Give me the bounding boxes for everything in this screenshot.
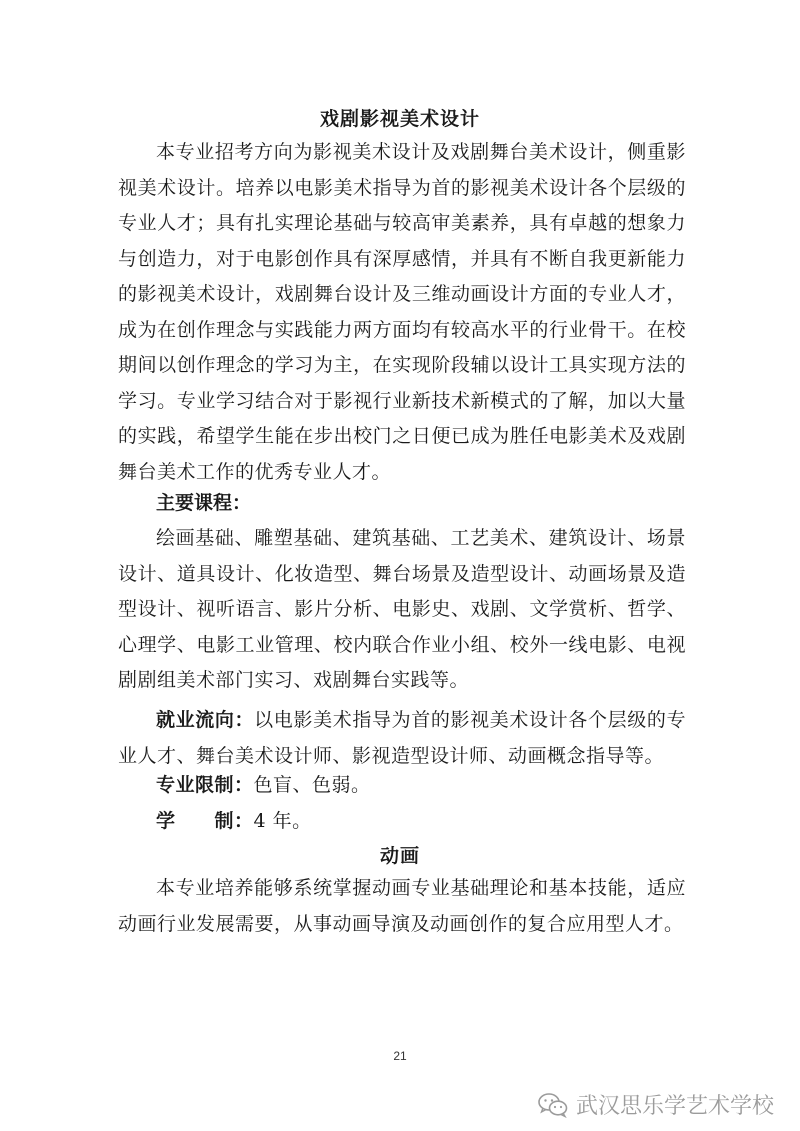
duration-line <box>118 804 686 840</box>
animation-intro-paragraph: 本专业培养能够系统掌握动画专业基础理论和基本技能，适应动画行业发展需要，从事动画导演及动画创作的复合应用型人才。 <box>118 877 686 935</box>
section-title-stage-film-art-design: 戏剧影视美术设计 <box>319 108 480 130</box>
duration-text: 4 年。 <box>253 810 312 832</box>
courses-heading: 主要课程： <box>156 492 252 514</box>
restriction-label: 专业限制： <box>156 774 254 796</box>
employment-text: 以电影美术指导为首的影视美术设计各个层级的专业人才、舞台美术设计师、影视造型设计师、动画概念指导等。 <box>118 709 686 767</box>
restriction-line <box>118 768 686 804</box>
section-title-animation: 动画 <box>379 845 420 867</box>
page-number: 21 <box>393 1049 407 1063</box>
wechat-watermark <box>538 1089 774 1120</box>
restriction-text: 色盲、色弱。 <box>253 774 371 796</box>
wechat-icon <box>538 1092 568 1118</box>
employment-line <box>118 703 686 774</box>
watermark-text: 武汉思乐学艺术学校 <box>575 1094 774 1119</box>
employment-label: 就业流向： <box>156 709 255 731</box>
courses-list-paragraph: 绘画基础、雕塑基础、建筑基础、工艺美术、建筑设计、场景设计、道具设计、化妆造型、舞台场景及造型设计、动画场景及造型设计、视听语言、影片分析、电影史、戏剧、文学赏析、哲学、心理学、电影工业管理、校内联合作业小组、校外一线电影、电视剧剧组美术部门实习、戏剧舞台实践等。 <box>118 527 686 691</box>
duration-label: 学 制： <box>156 810 254 832</box>
section-intro-paragraph: 本专业招考方向为影视美术设计及戏剧舞台美术设计，侧重影视美术设计。培养以电影美术指导为首的影视美术设计各个层级的专业人才；具有扎实理论基础与较高审美素养，具有卓越的想象力与创造力，对于电影创作具有深厚感情，并具有不断自我更新能力的影视美术设计，戏剧舞台设计及三维动画设计方面的专业人才，成为在创作理念与实践能力两方面均有较高水平的行业骨干。在校期间以创作理念的学习为主，在实现阶段辅以设计工具实现方法的学习。专业学习结合对于影视行业新技术新模式的了解，加以大量的实践，希望学生能在步出校门之日便已成为胜任电影美术及戏剧舞台美术工作的优秀专业人才。 <box>118 141 686 483</box>
